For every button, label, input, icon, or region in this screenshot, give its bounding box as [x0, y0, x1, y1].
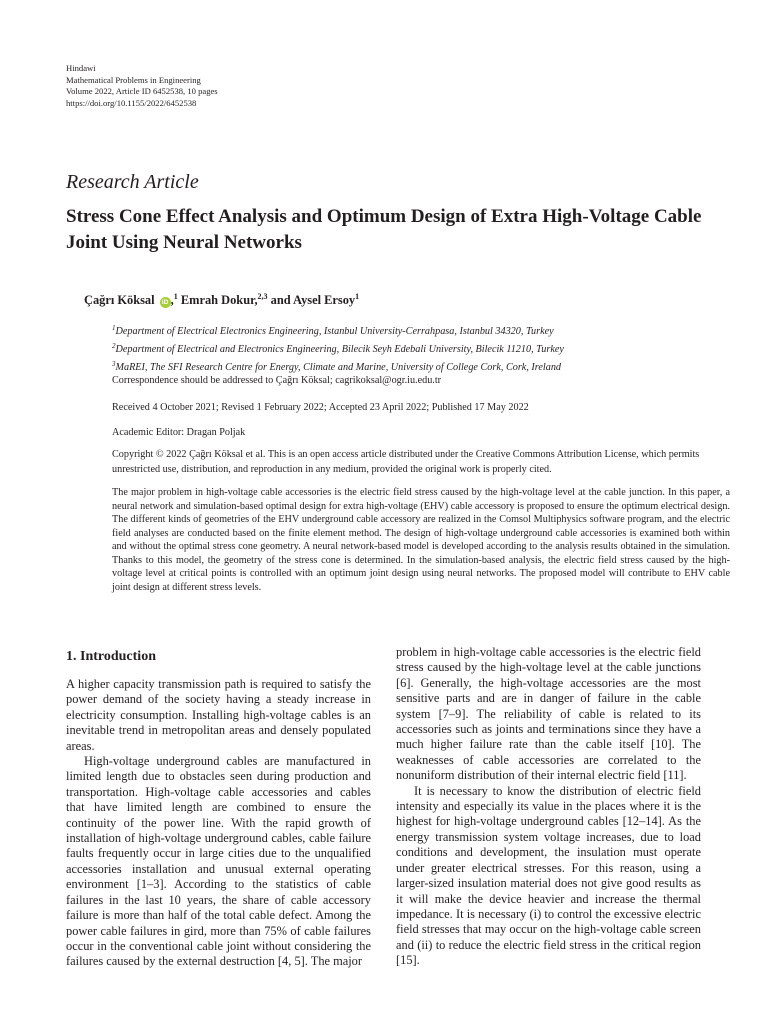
author-list: Çağrı Köksal iD ,$^1$ Emrah Dokur,$^{2,3}$ and Aysel Ersoy$^1$ [84, 292, 360, 307]
journal-name: Mathematical Problems in Engineering [66, 74, 201, 85]
doi-link[interactable]: https://doi.org/10.1155/2022/6452538 [66, 97, 197, 108]
paper-title: Stress Cone Effect Analysis and Optimum Design of Extra High-Voltage Cable Joint Using Neural Networks [66, 206, 702, 253]
author-affiliation-marker: 1 [355, 292, 360, 301]
body-column-left [66, 677, 371, 970]
body-paragraph: It is necessary to know the distribution of electric field intensity and especially its value in the places where it is the highest for high-voltage underground cables [12–14]. As the energy transmission system voltage increases, due to load conditions and development, the insulation must operate under greater electrical stresses. For this reason, using a larger-sized insulation material does not give good results as it will make the device heavier and increase the thermal impedance. It is necessary (i) to control the excessive electric field stresses that may occur on the high-voltage cable screen and (ii) to reduce the electric field stress in the critical region [15]. [396, 783, 701, 968]
orcid-icon[interactable]: iD [160, 297, 171, 308]
author-name: Emrah Dokur, [180, 293, 258, 307]
affiliation-line: $^2$Department of Electrical and Electronics Engineering, Bilecik Seyh Edebali University, Bilecik 11210, Turkey [112, 342, 564, 355]
author-affiliation-marker: 1 [173, 292, 178, 301]
affiliation-line: $^3$MaREI, The SFI Research Centre for Energy, Climate and Marine, University of College Cork, Cork, Ireland [112, 360, 562, 373]
section-heading: 1. Introduction [66, 649, 156, 664]
license-statement: Copyright © 2022 Çağrı Köksal et al. This is an open access article distributed under the Creative Commons Attribution License, which permits unrestricted use, distribution, and reproduction in any medium, provided the original work is properly cited. [112, 449, 700, 475]
publisher-name: Hindawi [66, 63, 96, 73]
publication-dates: Received 4 October 2021; Revised 1 February 2022; Accepted 23 April 2022; Published 17 May 2022 [112, 402, 529, 413]
author-name: Çağrı Köksal [84, 293, 155, 307]
body-column-right [396, 645, 701, 969]
article-type: Research Article [66, 171, 199, 193]
author-name: Aysel Ersoy [293, 293, 356, 307]
volume-info: Volume 2022, Article ID 6452538, 10 pages [66, 86, 218, 96]
academic-editor: Academic Editor: Dragan Poljak [112, 427, 246, 438]
author-affiliation-marker: 2,3 [257, 292, 268, 301]
body-paragraph: problem in high-voltage cable accessories is the electric field stress caused by the high-voltage level at the cable junctions [6]. Generally, the high-voltage accessories are the most sensitive parts and are in danger of failure in the cable system [7–9]. The reliability of cable is related to its accessories such as joints and terminations since they have a much higher failure rate than the cable itself [10]. The weaknesses of cable accessories are correlated to the nonuniform distribution of their internal electric field [11]. [396, 645, 701, 783]
affiliation-line: $^1$Department of Electrical Electronics Engineering, Istanbul University-Cerrahpasa, Istanbul 34320, Turkey [112, 324, 554, 337]
journal-header [66, 63, 218, 109]
affiliations [112, 321, 564, 375]
body-paragraph: A higher capacity transmission path is required to satisfy the power demand of the society having a steady increase in electricity consumption. Installing high-voltage cables is an inevitable trend in metropolitan areas and densely populated areas. [66, 677, 371, 753]
author-conjunction: and [267, 293, 294, 307]
abstract: The major problem in high-voltage cable accessories is the electric field stress caused by the high-voltage level at the cable junction. In this paper, a neural network and simulation-based optimal design for extra high-voltage (EHV) cable accessory is proposed to ensure the optimum electrical design. The different kinds of geometries of the EHV underground cable accessory are realized in the Comsol Multiphysics software program, and the electric field analyses are conducted based on the finite element method. The design of high-voltage underground cable accessories is examined both within and without the optimal stress cone geometry. A neural network-based model is developed according to the analysis results obtained in the simulation. Thanks to this model, the geometry of the stress cone is determined. In the simulation-based analysis, the electric field stress caused by the high-voltage level at critical points is controlled with an optimum joint design using neural networks. The proposed model will contribute to EHV cable joint design at different stress levels. [112, 487, 730, 593]
correspondence: Correspondence should be addressed to Çağrı Köksal; cagrikoksal@ogr.iu.edu.tr [112, 375, 442, 386]
body-paragraph: High-voltage underground cables are manufactured in limited length due to obstacles seen during production and transportation. High-voltage cable accessories and cables that have limited length are combined to ensure the continuity of the power line. With the rapid growth of installation of high-voltage underground cables, cable failure faults frequently occur in large cities due to the unqualified accessories installation and unusual external operating environment [1–3]. According to the statistics of cable failures in the last 10 years, the share of cable accessory failure is more than half of the total cable defect. Among the power cable failures in gird, more than 75% of cable failures occur in the conventional cable joint without considering the failures caused by the external destruction [4, 5]. The major [66, 754, 371, 969]
